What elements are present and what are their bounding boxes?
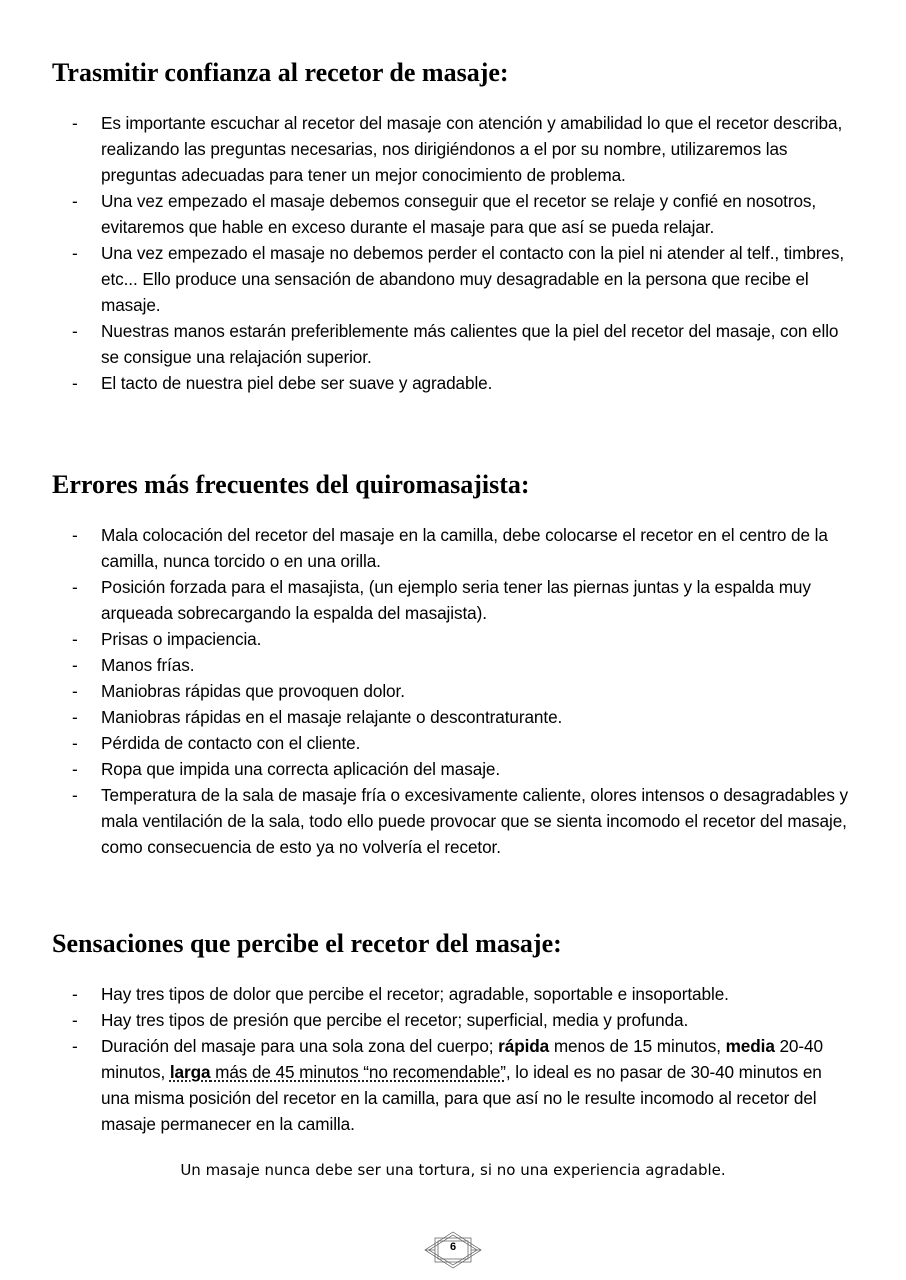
list-item: - Pérdida de contacto con el cliente. (72, 730, 852, 756)
section-heading-sensaciones: Sensaciones que percibe el recetor del masaje: (52, 929, 562, 958)
page-number: 6 (449, 1241, 457, 1253)
list-item: - Posición forzada para el masajista, (un ejemplo seria tener las piernas juntas y la espalda muy arqueada sobrecargando la espalda del masajista). (72, 574, 852, 626)
bullet-dash: - (72, 629, 78, 649)
list-item: - Maniobras rápidas que provoquen dolor. (72, 678, 852, 704)
larga-text: más de 45 minutos “no recomendable” (210, 1062, 506, 1082)
bullet-dash: - (72, 733, 78, 753)
closing-quote: Un masaje nunca debe ser una tortura, si no una experiencia agradable. (180, 1161, 726, 1179)
rapida-label: rápida (498, 1036, 550, 1056)
bullet-dash: - (72, 681, 78, 701)
bullet-dash: - (72, 321, 78, 341)
media-label: media (725, 1036, 775, 1056)
bullet-dash: - (72, 984, 78, 1004)
bullet-dash: - (72, 191, 78, 211)
bullet-dash: - (72, 525, 78, 545)
list-item: - Una vez empezado el masaje debemos conseguir que el recetor se relaje y confié en nosotros, evitaremos que hable en exceso durante el masaje para que así se pueda relajar. (72, 188, 852, 240)
bullet-dash: - (72, 1036, 78, 1056)
bullet-dash: - (72, 655, 78, 675)
larga-label: larga (169, 1062, 211, 1082)
list-item: - Hay tres tipos de presión que percibe el recetor; superficial, media y profunda. (72, 1007, 852, 1033)
list-item-duration: - Duración del masaje para una sola zona del cuerpo; rápida menos de 15 minutos, media 20-40 minutos, larga más de 45 minutos “no recomendable”, lo ideal es no pasar de 30-40 minutos en una misma posición del recetor en la camilla, para que así no le resulte incomodo al recetor del masaje permanecer en la camilla. (72, 1033, 852, 1137)
bullet-dash: - (72, 373, 78, 393)
bullet-dash: - (72, 785, 78, 805)
bullet-dash: - (72, 707, 78, 727)
bullet-list-sensaciones (72, 981, 852, 1137)
list-item: - Es importante escuchar al recetor del masaje con atención y amabilidad lo que el recetor describa, realizando las preguntas necesarias, nos dirigiéndonos a el por su nombre, utilizaremos las preguntas adecuadas para tener un mejor conocimiento de problema. (72, 110, 852, 188)
bullet-list-errores (72, 522, 852, 860)
bullet-dash: - (72, 1010, 78, 1030)
bullet-dash: - (72, 113, 78, 133)
section-heading-confianza: Trasmitir confianza al recetor de masaje: (52, 58, 509, 87)
bullet-dash: - (72, 577, 78, 597)
list-item: - Una vez empezado el masaje no debemos perder el contacto con la piel ni atender al telf., timbres, etc... Ello produce una sensación de abandono muy desagradable en la persona que recibe el masaje. (72, 240, 852, 318)
bullet-dash: - (72, 759, 78, 779)
page-number-badge (423, 1230, 483, 1270)
list-item: - Mala colocación del recetor del masaje en la camilla, debe colocarse el recetor en el centro de la camilla, nunca torcido o en una orilla. (72, 522, 852, 574)
section-heading-errores: Errores más frecuentes del quiromasajista: (52, 470, 530, 499)
bullet-list-confianza (72, 110, 852, 396)
list-item: - Maniobras rápidas en el masaje relajante o descontraturante. (72, 704, 852, 730)
list-item: - Temperatura de la sala de masaje fría o excesivamente caliente, olores intensos o desagradables y mala ventilación de la sala, todo ello puede provocar que se sienta incomodo el recetor del masaje, como consecuencia de esto ya no volvería el recetor. (72, 782, 852, 860)
list-item: - Prisas o impaciencia. (72, 626, 852, 652)
list-item: - Hay tres tipos de dolor que percibe el recetor; agradable, soportable e insoportable. (72, 981, 852, 1007)
list-item: - Ropa que impida una correcta aplicación del masaje. (72, 756, 852, 782)
list-item: - Manos frías. (72, 652, 852, 678)
bullet-dash: - (72, 243, 78, 263)
list-item: - Nuestras manos estarán preferiblemente más calientes que la piel del recetor del masaje, con ello se consigue una relajación superior. (72, 318, 852, 370)
list-item: - El tacto de nuestra piel debe ser suave y agradable. (72, 370, 852, 396)
